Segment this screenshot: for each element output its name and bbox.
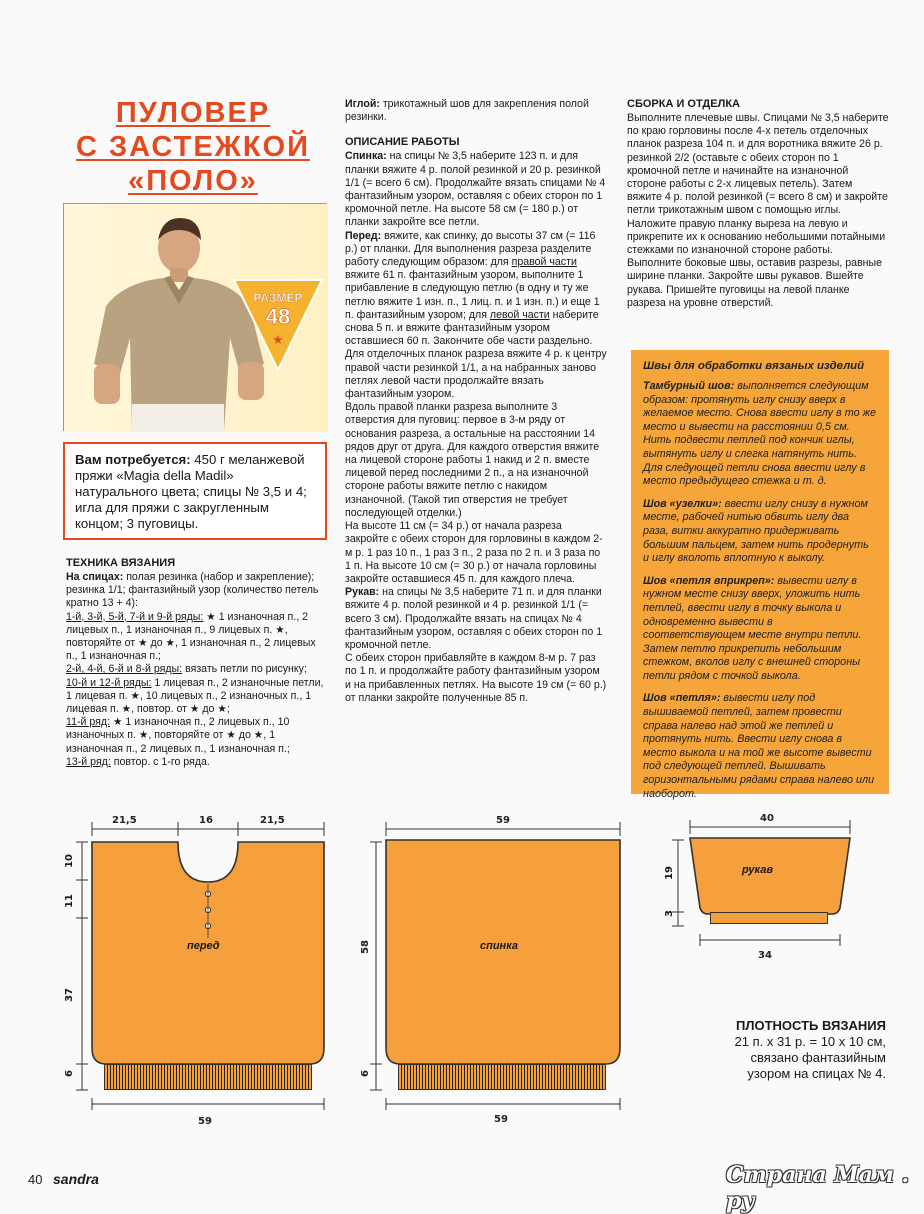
assembly-heading: СБОРКА И ОТДЕЛКА [627,98,740,110]
dim-front-bottom: 59 [198,1116,212,1127]
watermark: Страна Мам . ру [726,1162,910,1214]
dim-sleeve-top: 40 [760,813,774,824]
technique-section: ТЕХНИКА ВЯЗАНИЯ На спицах: полая резинка (набор и закрепление); резинка 1/1; фантазийный узор (количество петель кратно 13 + 4): 1-й, 3-й, 5-й, 7-й и 9-й ряды: ★ 1 изнаночная п., 2 лицевых п., 1 изнаночная п., 9 лицевых п. ★, повторяйте от ★ до ★, 1 изнаночная п., 2 лицевых п., 1 изнаночная п.; 2-й, 4-й, 6-й и 8-й ряды: вязать петли по рисунку; 10-й и 12-й ряды: 1 лицевая п., 2 изнаночные петли, 1 лицевая п. ★, 10 лицевых п., 2 изнаночных п., 1 лицевая п. ★, повтор. от ★ до ★; 11-й ряд: ★ 1 изнаночная п., 2 лицевых п., 10 изнаночных п. ★, повторяйте от ★ до ★, 1 изнаночная п., 2 лицевых п., 1 изнаночная п.; 13-й ряд: повтор. с 1-го ряда. [66,557,326,769]
back-diagram [356,812,636,1142]
article-title: ПУЛОВЕР С ЗАСТЕЖКОЙ «ПОЛО» [76,97,310,197]
dim-back-top: 59 [496,815,510,826]
back-ribbing [398,1064,606,1090]
front-diagram [60,812,350,1142]
materials-label: Вам потребуется: [75,452,191,467]
front-piece [60,838,350,1078]
gauge-text: 21 п. x 31 р. = 10 x 10 см, связано фантазийным узором на спицах № 4. [734,1034,886,1081]
materials-text: 450 г меланжевой пряжи «Magia della Madil» натурального цвета; спицы № 3,5 и 4; игла для пряжи с закругленным концом; 3 пуговицы. [75,452,307,531]
work-description: Иглой: трикотажный шов для закрепления полой резинки. ОПИСАНИЕ РАБОТЫ Спинка: на спицы № 3,5 наберите 123 п. и для планки вяжите 4 р. полой резинкой и 20 р. резинкой 1/1 (= всего 6 см). Продолжайте вязать спицами № 4 фантазийным узором, оставляя с обеих сторон по 1 кромочной петле. На высоте 58 см (= 180 р.) от планки закройте все петли. Перед: вяжите, как спинку, до высоты 37 см (= 116 р.) от планки. Для выполнения разреза разделите работу следующим образом: для правой части вяжите 61 п. фантазийным узором, выполните 1 прибавление в следующую петлю (в одну и ту же петлю вяжите 1 изн. п., 1 лиц. п. и 1 изн. п.) и еще 1 п. фантазийным узором; для левой части наберите снова 5 п. и вяжите фантазийным узором оставшиеся 60 п. Закончите обе части раздельно. Для отделочных планок разреза вяжите 4 р. к центру правой части резинкой 1/1, а на набранных заново петлях левой части продолжайте вязать фантазийным узором. Вдоль правой планки разреза выполните 3 отверстия для пуговиц: первое в 3-м ряду от основания разреза, а остальные на расстоянии 14 рядов друг от друга. Для каждого отверстия вяжите на лицевой стороне работы 1 накид и 2 п. вместе лицевой перед последними 2 п., а на изнаночной стороне работы вяжите петлю с накидом изнаночной. (Такой тип отверстия не требует последующей отделки.) На высоте 11 см (= 34 р.) от начала разреза закройте с обеих сторон для горловины в каждом 2-м р. 1 раз 10 п., 1 раз 3 п., 2 раза по 2 п. и 3 раза по 1 п. На высоте 10 см (= 30 р.) от начала горловины закройте оставшиеся 45 п. для каждого плеча. Рукав: на спицы № 3,5 наберите 71 п. и для планки вяжите 4 р. полой резинкой и 4 р. резинкой 1/1 (= всего 3 см). Продолжайте вязать на спицах № 4 фантазийным узором, оставляя с обеих сторон по 1 кромочной петле. С обеих сторон прибавляйте в каждом 8-м р. 7 раз по 1 п. и продолжайте работу фантазийным узором и на прибавленных петлях. На высоте 19 см (= 60 р.) от планки закройте полученные 85 п. [345,98,607,704]
size-badge [232,276,324,372]
materials-box [63,442,327,540]
dim-back-side-1: 58 [360,940,371,954]
sleeve-label: рукав [742,864,774,876]
dim-sleeve-bottom: 34 [758,950,772,961]
dim-sleeve-side-1: 19 [664,866,675,880]
size-label: РАЗМЕР [253,291,303,305]
back-piece [356,838,636,1078]
dim-front-side-3: 37 [64,988,75,1002]
sleeve-diagram [660,810,860,970]
seams-heading: Швы для обработки вязаных изделий [643,360,865,372]
page-number: 40 [28,1172,43,1187]
front-label: перед [187,940,220,952]
magazine-name: sandra [53,1171,99,1187]
dim-sleeve-side-2: 3 [664,910,675,917]
dim-front-top-right: 21,5 [260,815,285,826]
gauge-section [706,1018,886,1082]
sleeve-cuff [710,912,828,924]
size-value: 48 [265,304,291,329]
front-ribbing [104,1064,312,1090]
dim-front-side-1: 10 [64,854,75,868]
work-heading: ОПИСАНИЕ РАБОТЫ [345,136,460,149]
star-icon: ★ [272,333,284,348]
dim-back-bottom: 59 [494,1114,508,1125]
model-photo [63,203,327,431]
seams-box: Швы для обработки вязаных изделий Тамбурный шов: выполняется следующим образом: протянуть иглу снизу вверх в желаемое место. Снова ввести иглу в то же место и вывести на расстоянии 0,5 см. Нить подвести петлей под кончик иглы, вытянуть иглу и слегка натянуть нить. Для следующей петли снова ввести иглу в место предыдущего стежка и т. д. Шов «узелки»: ввести иглу снизу в нужном месте, рабочей нитью обвить иглу два раза, витки аккуратно придерживать большим пальцем, затем нить продернуть и иглу вколоть вплотную к выколу. Шов «петля вприкреп»: вывести иглу в нужном месте снизу вверх, уложить нить петлей, ввести иглу в точку выкола и одновременно вывести в соответствующем месте внутри петли. Затем петлю прикрепить небольшим стежком, вколов иглу с внешней стороны петли рядом с точкой выкола. Шов «петля»: вывести иглу под вышиваемой петлей, затем провести справа налево над этой же петлей и протянуть нить. Ввести иглу снова в место выкола и на той же высоте вывести под следующей петлей. Вышивать горизонтальными рядами справа налево или наоборот. [631,350,889,794]
dim-front-side-2: 11 [64,894,75,908]
dim-back-side-2: 6 [360,1070,371,1077]
gauge-heading: ПЛОТНОСТЬ ВЯЗАНИЯ [736,1018,886,1033]
assembly-section: СБОРКА И ОТДЕЛКА Выполните плечевые швы. Спицами № 3,5 наберите по краю горловины после 4-х петель отделочных планок разреза 104 п. и для воротника вяжите 26 р. резинкой 2/2 (оставьте с обеих сторон по 1 кромочной петле и начинайте на изнаночной стороне работы с 2-х лицевых петель). Затем вяжите 4 р. полой резинкой (= всего 8 см) и закройте петли трикотажным швом с помощью иглы. Наложите правую планку выреза на левую и прикрепите их к основанию небольшими потайными стежками по изнаночной стороне работы. Выполните боковые швы, оставив разрезы, равные ширине планки. Закройте швы рукавов. Вшейте рукава. Пришейте пуговицы на левой планке разреза на уровне отверстий. [627,98,889,309]
back-label: спинка [480,940,519,952]
dim-front-side-4: 6 [64,1070,75,1077]
technique-heading: ТЕХНИКА ВЯЗАНИЯ [66,557,176,569]
dim-front-top-left: 21,5 [112,815,137,826]
dim-front-top-mid: 16 [199,815,213,826]
